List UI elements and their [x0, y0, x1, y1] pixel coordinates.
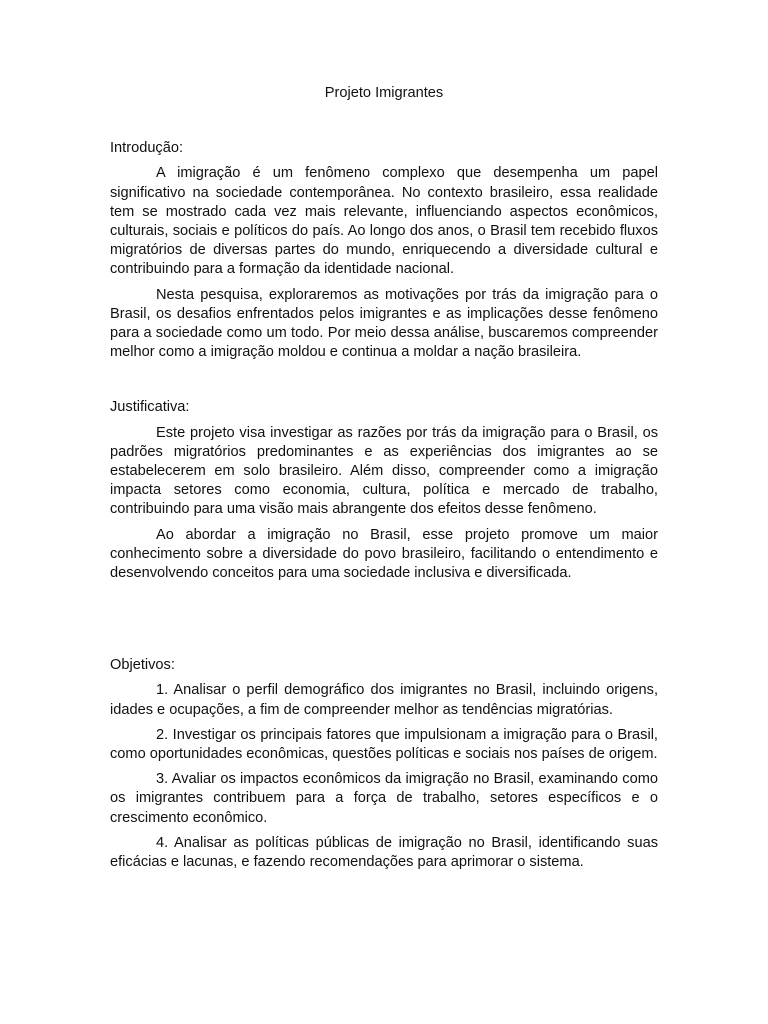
section-heading: Objetivos: — [110, 657, 175, 674]
section-justificativa — [110, 398, 658, 583]
objective-item: 1. Analisar o perfil demográfico dos imigrantes no Brasil, incluindo origens, idades e ocupações, a fim de compreender melhor as tendências migratórias. — [110, 682, 658, 718]
paragraph: A imigração é um fenômeno complexo que desempenha um papel significativo na sociedade contemporânea. No contexto brasileiro, essa realidade tem se mostrado cada vez mais relevante, influenciando aspectos econômicos, culturais, sociais e políticos do país. Ao longo dos anos, o Brasil tem recebido fluxos migratórios de diversas partes do mundo, enriquecendo a diversidade cultural e contribuindo para a formação da identidade nacional. — [110, 165, 658, 278]
paragraph: Nesta pesquisa, exploraremos as motivações por trás da imigração para o Brasil, os desafios enfrentados pelos imigrantes e as implicações desse fenômeno para a sociedade como um todo. Por meio dessa análise, buscaremos compreender melhor como a imigração moldou e continua a moldar a nação brasileira. — [110, 286, 658, 361]
section-introducao — [110, 139, 658, 362]
document-body — [110, 84, 658, 878]
objective-item: 4. Analisar as políticas públicas de imigração no Brasil, identificando suas eficácias e lacunas, e fazendo recomendações para aprimorar o sistema. — [110, 834, 658, 871]
paragraph: Este projeto visa investigar as razões por trás da imigração para o Brasil, os padrões migratórios predominantes e as experiências dos imigrantes ao se estabelecerem em solo brasileiro. Além disso, compreender como a imigração impacta setores como economia, cultura, política e mercado de trabalho, contribuindo para uma visão mais abrangente dos efeitos desse fenômeno. — [110, 424, 658, 518]
section-heading: Introdução: — [110, 140, 184, 157]
spacer — [110, 368, 658, 398]
section-heading: Justificativa: — [110, 399, 190, 416]
section-objetivos — [110, 656, 658, 872]
objective-item: 3. Avaliar os impactos econômicos da imigração no Brasil, examinando como os imigrantes contribuem para a força de trabalho, setores específicos e o crescimento econômico. — [110, 771, 658, 826]
objective-item: 2. Investigar os principais fatores que impulsionam a imigração para o Brasil, como oportunidades econômicas, questões políticas e sociais nos países de origem. — [110, 726, 658, 763]
document-title: Projeto Imigrantes — [324, 85, 444, 101]
paragraph: Ao abordar a imigração no Brasil, esse projeto promove um maior conhecimento sobre a diversidade do povo brasileiro, facilitando o entendimento e desenvolvendo conceitos para uma sociedade inclusiva e diversificada. — [110, 526, 658, 582]
spacer — [110, 589, 658, 656]
